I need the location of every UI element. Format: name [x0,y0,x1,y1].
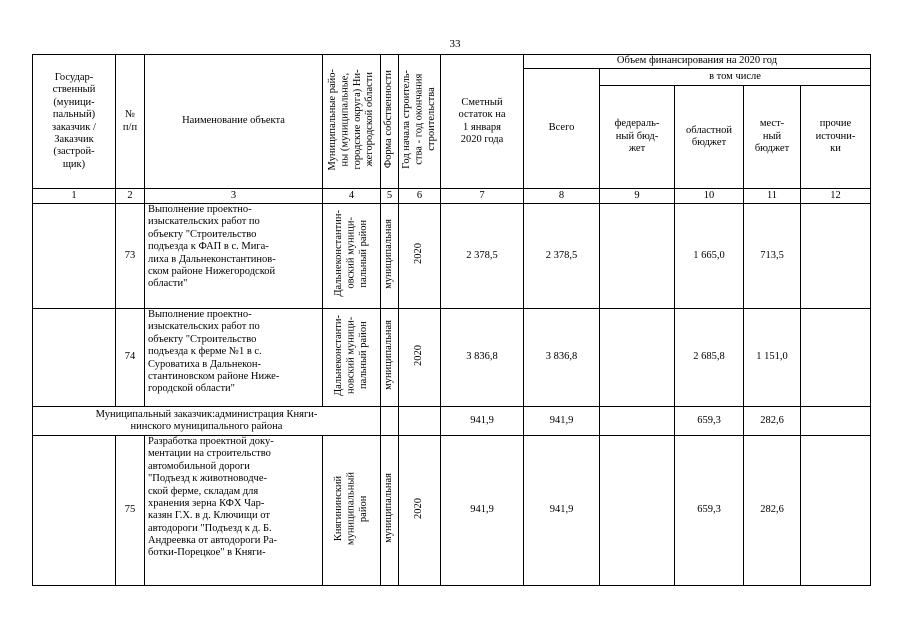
column-number: 8 [524,189,600,204]
header-ownership-text: Форма собственности [383,70,395,169]
cell-local: 713,5 [744,204,801,309]
header-customer: Государ- ственный (муници- пальный) заказчик / Заказчик (застрой- щик) [33,55,116,189]
cell-years-text: 2020 [413,497,425,519]
cell-federal [600,309,675,407]
cell-total: 2 378,5 [524,204,600,309]
page-number: 33 [449,38,461,50]
column-number: 2 [116,189,145,204]
column-number: 11 [744,189,801,204]
cell-regional: 1 665,0 [675,204,744,309]
cell-district-text: Дальнеконстантин- овский муници- пальный район [332,210,369,298]
cell-num: 73 [116,204,145,309]
cell-object-name: Разработка проектной доку- ментации на строительство автомобильной дороги "Подъезд к животноводче- ской ферме, складам для хранения зерна КФХ Чар- казян Г.Х. в д. Ключищи от автодороги "Подъезд к д. Б. Андреевка от автодороги Ра- ботки-Порецкое" в Княги- [145,436,323,586]
cell-customer [33,204,116,309]
cell-total: 941,9 [524,436,600,586]
cell-regional: 659,3 [675,407,744,436]
cell-balance: 941,9 [441,436,524,586]
cell-years [399,436,441,586]
cell-years [399,309,441,407]
cell-other [801,436,871,586]
cell-other [801,204,871,309]
cell-local: 1 151,0 [744,309,801,407]
column-number: 12 [801,189,871,204]
header-object-name: Наименование объекта [145,55,323,189]
cell-federal [600,204,675,309]
cell-ownership-text: муниципальная [383,218,395,289]
cell-ownership-text: муниципальная [383,320,395,391]
cell-regional: 2 685,8 [675,309,744,407]
header-balance: Сметный остаток на 1 января 2020 года [441,55,524,189]
cell-total: 941,9 [524,407,600,436]
cell-other [801,407,871,436]
table-row [33,436,871,586]
header-ownership [381,55,399,189]
municipal-customer-label: Муниципальный заказчик:администрация Княги- нинского муниципального района [33,407,381,436]
cell-ownership [381,309,399,407]
table-row [33,204,871,309]
cell-ownership-text: муниципальная [383,473,395,544]
cell-regional: 659,3 [675,436,744,586]
cell-balance: 941,9 [441,407,524,436]
column-number: 4 [323,189,381,204]
cell-ownership [381,436,399,586]
header-other: прочие источни- ки [801,86,871,189]
cell-years [399,407,441,436]
cell-other [801,309,871,407]
column-number: 3 [145,189,323,204]
cell-total: 3 836,8 [524,309,600,407]
column-number: 5 [381,189,399,204]
cell-object-name: Выполнение проектно- изыскательских работ по объекту "Строительство подъезда к ферме №1 в с. Суроватиха в Дальнекон- стантиновском районе Ниже- городской области" [145,309,323,407]
cell-balance: 2 378,5 [441,204,524,309]
column-number: 6 [399,189,441,204]
cell-federal [600,407,675,436]
column-number: 7 [441,189,524,204]
cell-local: 282,6 [744,436,801,586]
header-total: Всего [524,69,600,189]
column-number: 9 [600,189,675,204]
cell-balance: 3 836,8 [441,309,524,407]
header-including: в том числе [600,69,871,86]
cell-district [323,204,381,309]
municipal-customer-row [33,407,871,436]
header-district [323,55,381,189]
cell-customer [33,436,116,586]
cell-ownership [381,407,399,436]
header-num: № п/п [116,55,145,189]
cell-years-text: 2020 [413,243,425,265]
cell-num: 74 [116,309,145,407]
header-federal: федераль- ный бюд- жет [600,86,675,189]
financing-table [32,54,871,586]
cell-federal [600,436,675,586]
cell-district [323,309,381,407]
header-regional: областной бюджет [675,86,744,189]
cell-district [323,436,381,586]
cell-object-name: Выполнение проектно- изыскательских работ по объекту "Строительство подъезда к ФАП в с. Мига- лиха в Дальнеконстантинов- ском районе Нижегородской области" [145,204,323,309]
cell-years-text: 2020 [413,344,425,366]
header-district-text: Муниципальные райо- ны (муниципальные, городские округа) Ни- жегородской области [326,68,375,171]
cell-ownership [381,204,399,309]
cell-district-text: Дальнеконстанти- новский муници- пальный район [332,314,369,396]
column-number: 10 [675,189,744,204]
table-row [33,309,871,407]
header-financing: Объем финансирования на 2020 год [524,55,871,69]
cell-local: 282,6 [744,407,801,436]
cell-num: 75 [116,436,145,586]
cell-customer [33,309,116,407]
cell-years [399,204,441,309]
header-local: мест- ный бюджет [744,86,801,189]
header-years-text: Год начала строитель- ства - год окончания строительства [401,69,437,169]
header-years [399,55,441,189]
column-number: 1 [33,189,116,204]
cell-district-text: Княгининский муниципальный район [332,471,369,545]
